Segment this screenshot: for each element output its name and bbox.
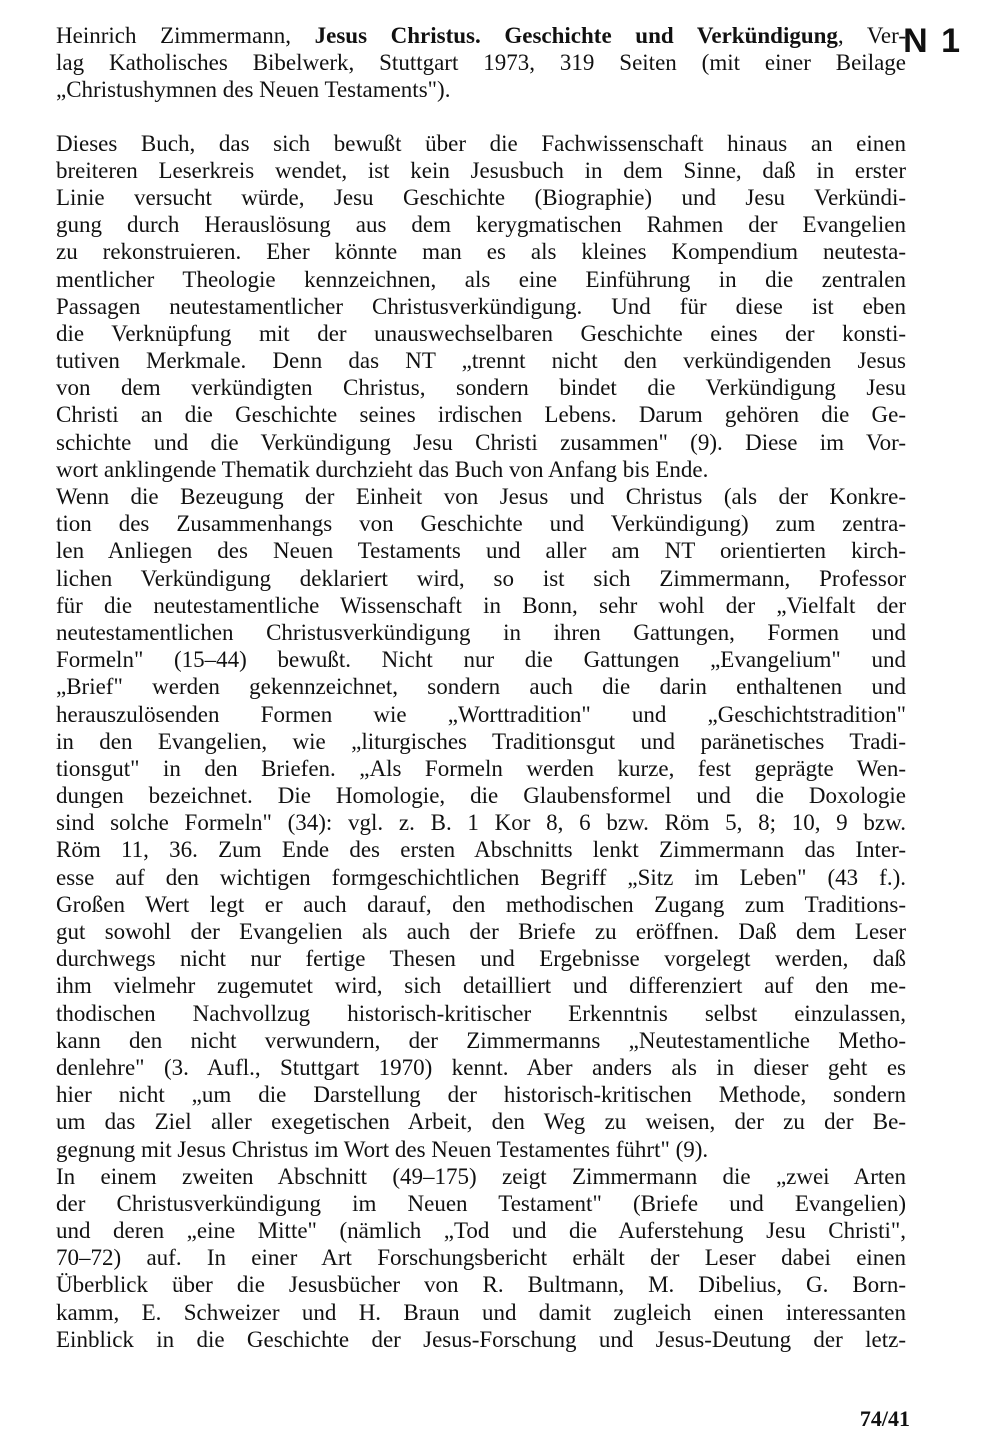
body-line: in den Evangelien, wie „liturgisches Traditionsgut und paränetisches Tradi- <box>56 728 906 754</box>
body-line: Einblick in die Geschichte der Jesus-Forschung und Jesus-Deutung der letz- <box>56 1326 906 1352</box>
citation-line <box>56 22 906 49</box>
body-line: ihm vielmehr zugemutet wird, sich detailliert und differenziert auf den me- <box>56 973 906 999</box>
review-column <box>56 22 906 1353</box>
body-line: dungen bezeichnet. Die Homologie, die Glaubensformel und die Doxologie <box>56 783 906 809</box>
review-body <box>56 130 906 1353</box>
body-line: hier nicht „um die Darstellung der historisch-kritischen Methode, sondern <box>56 1082 906 1108</box>
body-line: tutiven Merkmale. Denn das NT „trennt nicht den verkündigenden Jesus <box>56 348 906 374</box>
citation-line-tail: , Ver- <box>837 23 906 48</box>
body-line: Christi an die Geschichte seines irdischen Lebens. Darum gehören die Ge- <box>56 402 906 428</box>
body-line: zu rekonstruieren. Eher könnte man es als kleines Kompendium neutesta- <box>56 239 906 265</box>
body-line: Überblick über die Jesusbücher von R. Bultmann, M. Dibelius, G. Born- <box>56 1272 906 1298</box>
body-line: der Christusverkündigung im Neuen Testament" (Briefe und Evangelien) <box>56 1190 906 1216</box>
body-line: Passagen neutestamentlicher Christusverkündigung. Und für diese ist eben <box>56 293 906 319</box>
body-line: um das Ziel aller exegetischen Arbeit, den Weg zu weisen, der zu der Be- <box>56 1109 906 1135</box>
body-line: gung durch Herauslösung aus dem kerygmatischen Rahmen der Evangelien <box>56 212 906 238</box>
body-line: neutestamentlichen Christusverkündigung in ihren Gattungen, Formen und <box>56 619 906 645</box>
page-number: 74/41 <box>859 1406 910 1431</box>
body-line: Formeln" (15–44) bewußt. Nicht nur die Gattungen „Evangelium" und <box>56 647 906 673</box>
body-line: und deren „eine Mitte" (nämlich „Tod und die Auferstehung Jesu Christi", <box>56 1218 906 1244</box>
body-line: gut sowohl der Evangelien als auch der Briefe zu eröffnen. Daß dem Leser <box>56 919 906 944</box>
citation-block <box>56 22 906 104</box>
citation-line: „Christushymnen des Neuen Testaments"). <box>56 77 451 103</box>
body-line: die Verknüpfung mit der unauswechselbaren Geschichte eines der konsti- <box>56 320 906 346</box>
body-line: „Brief" werden gekennzeichnet, sondern auch die darin enthaltenen und <box>56 674 906 700</box>
body-line: len Anliegen des Neuen Testaments und aller am NT orientierten kirch- <box>56 538 906 564</box>
body-line: wort anklingende Thematik durchzieht das Buch von Anfang bis Ende. <box>56 456 709 482</box>
body-line: herauszulösenden Formen wie „Worttradition" und „Geschichtstradition" <box>56 701 906 727</box>
citation-line: lag Katholisches Bibelwerk, Stuttgart 1973, 319 Seiten (mit einer Beilage <box>56 50 906 76</box>
body-line: tionsgut" in den Briefen. „Als Formeln werden kurze, fest geprägte Wen- <box>56 755 906 781</box>
body-line: tion des Zusammenhangs von Geschichte und Verkündigung) zum zentra- <box>56 511 906 537</box>
body-line: durchwegs nicht nur fertige Thesen und Ergebnisse vorgelegt werden, daß <box>56 946 906 972</box>
body-line: breiteren Leserkreis wendet, ist kein Jesusbuch in dem Sinne, daß in erster <box>56 157 906 183</box>
body-line: Linie versucht würde, Jesu Geschichte (Biographie) und Jesu Verkündi- <box>56 184 906 210</box>
citation-author: Heinrich Zimmermann, <box>56 23 315 48</box>
body-line: mentlicher Theologie kennzeichnen, als eine Einführung in die zentralen <box>56 266 906 292</box>
paragraph-gap <box>56 104 906 130</box>
body-line: Röm 11, 36. Zum Ende des ersten Abschnitts lenkt Zimmermann das Inter- <box>56 837 906 863</box>
body-line: kamm, E. Schweizer und H. Braun und damit zugleich einen interessanten <box>56 1299 906 1325</box>
body-line: von dem verkündigten Christus, sondern bindet die Verkündigung Jesu <box>56 375 906 401</box>
body-line: denlehre" (3. Aufl., Stuttgart 1970) kennt. Aber anders als in dieser geht es <box>56 1054 906 1080</box>
body-line: Dieses Buch, das sich bewußt über die Fachwissenschaft hinaus an einen <box>56 130 906 156</box>
body-line: 70–72) auf. In einer Art Forschungsbericht erhält der Leser dabei einen <box>56 1245 906 1271</box>
body-line: lichen Verkündigung deklariert wird, so ist sich Zimmermann, Professor <box>56 565 906 591</box>
body-line: kann den nicht verwundern, der Zimmermanns „Neutestamentliche Metho- <box>56 1027 906 1053</box>
book-title: Jesus Christus. Geschichte und Verkündigung <box>314 23 838 48</box>
body-line: Großen Wert legt er auch darauf, den methodischen Zugang zum Traditions- <box>56 891 906 917</box>
body-line: gegnung mit Jesus Christus im Wort des Neuen Testamentes führt" (9). <box>56 1136 709 1162</box>
body-line: sind solche Formeln" (34): vgl. z. B. 1 Kor 8, 6 bzw. Röm 5, 8; 10, 9 bzw. <box>56 810 906 836</box>
body-line: für die neutestamentliche Wissenschaft in Bonn, sehr wohl der „Vielfalt der <box>56 592 906 618</box>
body-line: thodischen Nachvollzug historisch-kritischer Erkenntnis selbst einzulassen, <box>56 1000 906 1026</box>
body-line: esse auf den wichtigen formgeschichtlichen Begriff „Sitz im Leben" (43 f.). <box>56 864 906 890</box>
body-line: Wenn die Bezeugung der Einheit von Jesus und Christus (als der Konkre- <box>56 484 906 509</box>
section-marker: N 1 <box>903 22 962 60</box>
body-line: schichte und die Verkündigung Jesu Christi zusammen" (9). Diese im Vor- <box>56 429 906 455</box>
body-line: In einem zweiten Abschnitt (49–175) zeigt Zimmermann die „zwei Arten <box>56 1163 906 1189</box>
